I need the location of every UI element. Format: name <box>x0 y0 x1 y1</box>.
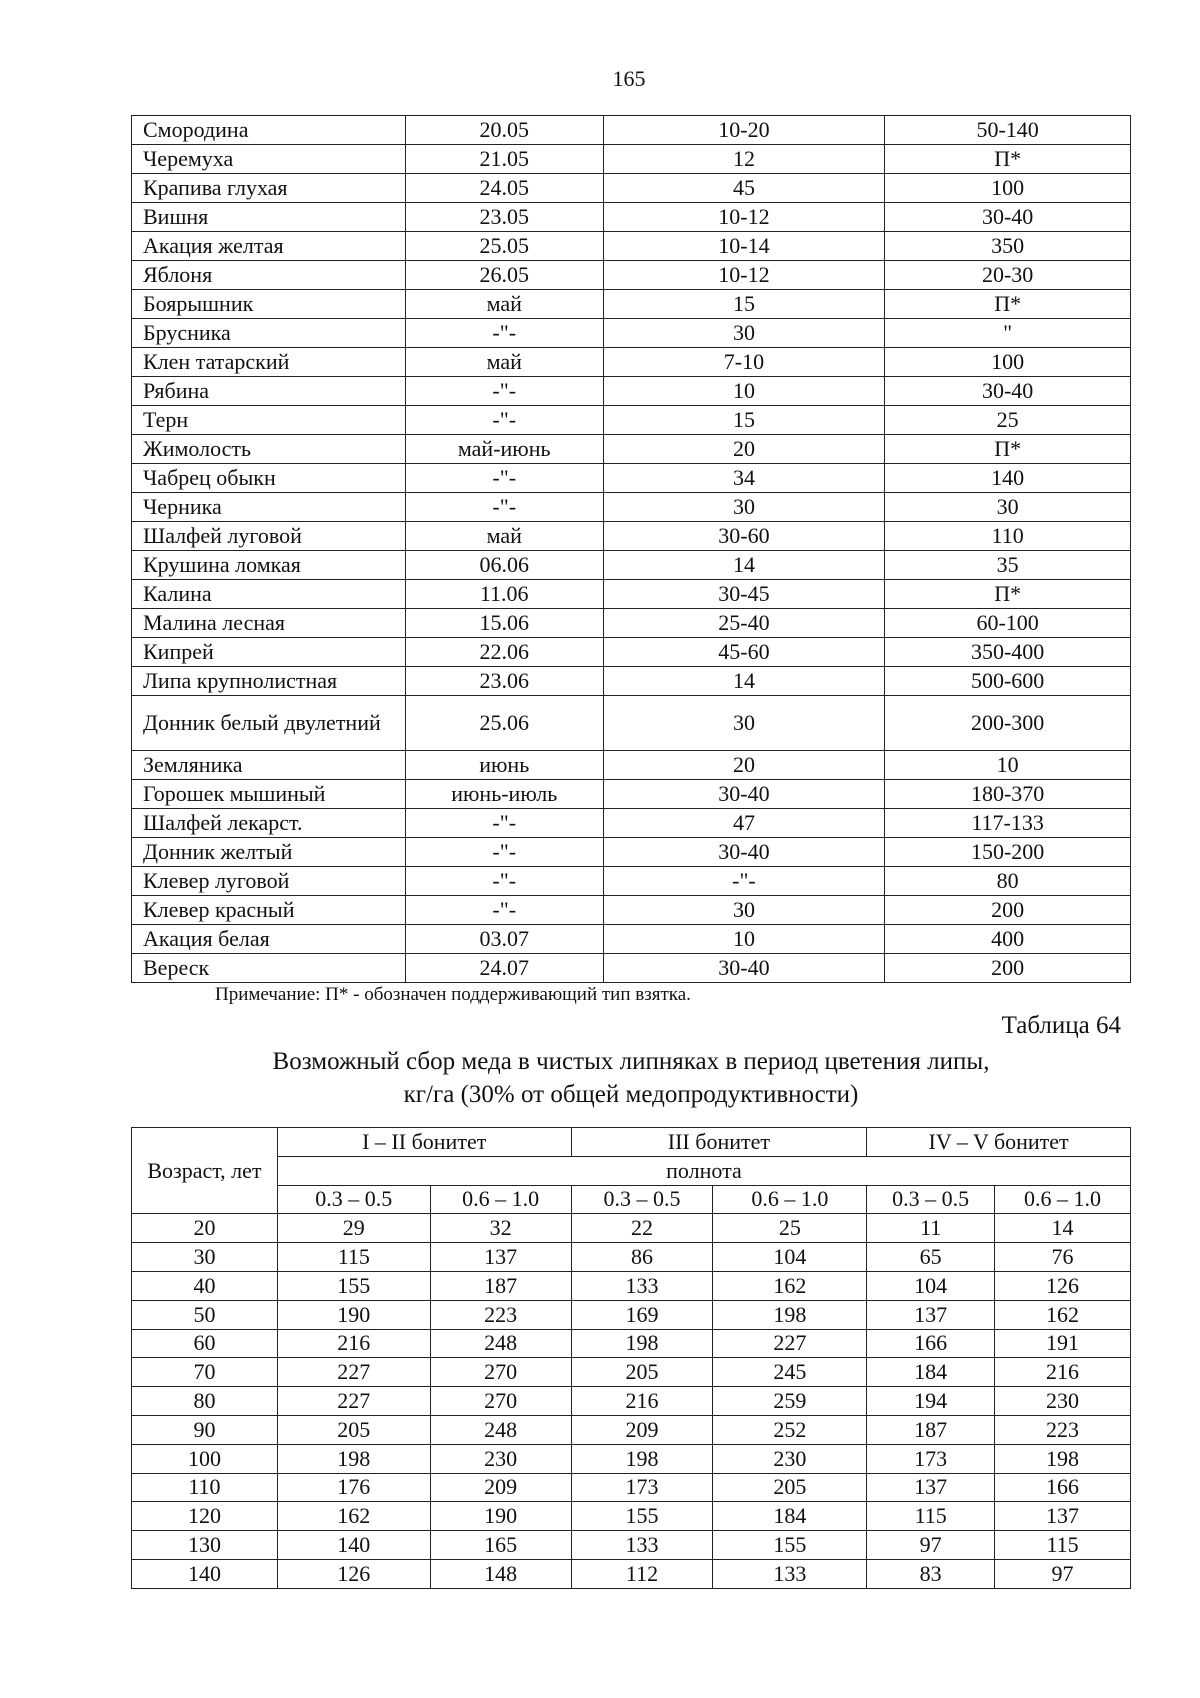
yield-cell: 205 <box>571 1358 713 1387</box>
yield-cell: 270 <box>430 1358 571 1387</box>
bloom-start-cell: 23.06 <box>405 667 603 696</box>
productivity-cell: 60-100 <box>885 609 1131 638</box>
age-cell: 50 <box>132 1300 278 1329</box>
bloom-start-cell: -"- <box>405 809 603 838</box>
table-row <box>132 1300 1131 1329</box>
productivity-cell: П* <box>885 290 1131 319</box>
bloom-start-cell: 15.06 <box>405 609 603 638</box>
productivity-cell: 10 <box>885 751 1131 780</box>
yield-cell: 32 <box>430 1214 571 1243</box>
yield-cell: 230 <box>430 1444 571 1473</box>
table-row <box>132 522 1131 551</box>
plant-name-cell: Горошек мышиный <box>132 780 406 809</box>
group-header-1: I – II бонитет <box>277 1128 571 1157</box>
yield-cell: 83 <box>867 1559 995 1588</box>
productivity-cell: П* <box>885 145 1131 174</box>
age-header: Возраст, лет <box>132 1128 278 1214</box>
range-header-5: 0.3 – 0.5 <box>867 1185 995 1214</box>
duration-cell: 14 <box>603 667 885 696</box>
page-number: 165 <box>612 66 646 91</box>
table-row <box>132 780 1131 809</box>
age-cell: 30 <box>132 1243 278 1272</box>
group-header-2: III бонитет <box>571 1128 867 1157</box>
productivity-cell: 150-200 <box>885 838 1131 867</box>
productivity-cell: 180-370 <box>885 780 1131 809</box>
table-row <box>132 1387 1131 1416</box>
plant-name-cell: Шалфей луговой <box>132 522 406 551</box>
plant-name-cell: Акация желтая <box>132 232 406 261</box>
yield-cell: 198 <box>277 1444 430 1473</box>
plant-name-cell: Вишня <box>132 203 406 232</box>
bloom-start-cell: май-июнь <box>405 435 603 464</box>
yield-cell: 155 <box>277 1271 430 1300</box>
productivity-cell: 110 <box>885 522 1131 551</box>
yield-cell: 248 <box>430 1329 571 1358</box>
table-row <box>132 435 1131 464</box>
yield-cell: 155 <box>713 1531 867 1560</box>
plant-name-cell: Донник белый двулетний <box>132 696 406 751</box>
yield-cell: 223 <box>995 1415 1131 1444</box>
duration-cell: 30-40 <box>603 838 885 867</box>
plant-name-cell: Липа крупнолистная <box>132 667 406 696</box>
bloom-start-cell: -"- <box>405 838 603 867</box>
table-row <box>132 145 1131 174</box>
table-row <box>132 1444 1131 1473</box>
yield-cell: 245 <box>713 1358 867 1387</box>
duration-cell: 7-10 <box>603 348 885 377</box>
productivity-cell: 117-133 <box>885 809 1131 838</box>
age-cell: 110 <box>132 1473 278 1502</box>
plant-name-cell: Жимолость <box>132 435 406 464</box>
plant-name-cell: Малина лесная <box>132 609 406 638</box>
yield-cell: 252 <box>713 1415 867 1444</box>
yield-cell: 29 <box>277 1214 430 1243</box>
productivity-cell: П* <box>885 435 1131 464</box>
yield-cell: 126 <box>277 1559 430 1588</box>
plant-name-cell: Вереск <box>132 954 406 983</box>
yield-cell: 270 <box>430 1387 571 1416</box>
bloom-start-cell: 21.05 <box>405 145 603 174</box>
table-row <box>132 203 1131 232</box>
table-row <box>132 1243 1131 1272</box>
table-note: Примечание: П* - обозначен поддерживающий тип взятка. <box>215 984 691 1005</box>
bloom-start-cell: май <box>405 522 603 551</box>
yield-cell: 126 <box>995 1271 1131 1300</box>
table-number: Таблица 64 <box>1001 1012 1121 1039</box>
table-row <box>132 1271 1131 1300</box>
productivity-cell: 35 <box>885 551 1131 580</box>
duration-cell: 25-40 <box>603 609 885 638</box>
bloom-start-cell: -"- <box>405 377 603 406</box>
yield-cell: 216 <box>277 1329 430 1358</box>
age-cell: 130 <box>132 1531 278 1560</box>
productivity-cell: 400 <box>885 925 1131 954</box>
plant-name-cell: Яблоня <box>132 261 406 290</box>
bloom-start-cell: 26.05 <box>405 261 603 290</box>
yield-cell: 184 <box>867 1358 995 1387</box>
range-header-1: 0.3 – 0.5 <box>277 1185 430 1214</box>
yield-cell: 14 <box>995 1214 1131 1243</box>
plant-name-cell: Кипрей <box>132 638 406 667</box>
productivity-cell: 200-300 <box>885 696 1131 751</box>
yield-cell: 205 <box>277 1415 430 1444</box>
range-header-6: 0.6 – 1.0 <box>995 1185 1131 1214</box>
bloom-start-cell: -"- <box>405 319 603 348</box>
age-cell: 100 <box>132 1444 278 1473</box>
bloom-start-cell: -"- <box>405 896 603 925</box>
yield-cell: 194 <box>867 1387 995 1416</box>
duration-cell: 47 <box>603 809 885 838</box>
yield-cell: 227 <box>277 1358 430 1387</box>
bloom-start-cell: июнь <box>405 751 603 780</box>
bloom-start-cell: -"- <box>405 867 603 896</box>
plant-name-cell: Клевер красный <box>132 896 406 925</box>
table-row <box>132 319 1131 348</box>
yield-cell: 176 <box>277 1473 430 1502</box>
table-row <box>132 377 1131 406</box>
yield-cell: 198 <box>995 1444 1131 1473</box>
productivity-cell: 20-30 <box>885 261 1131 290</box>
age-cell: 90 <box>132 1415 278 1444</box>
header-row-groups <box>132 1128 1131 1157</box>
bloom-start-cell: -"- <box>405 464 603 493</box>
table-row <box>132 696 1131 751</box>
productivity-cell: 350-400 <box>885 638 1131 667</box>
group-header-3: IV – V бонитет <box>867 1128 1131 1157</box>
yield-cell: 137 <box>995 1502 1131 1531</box>
bloom-start-cell: 23.05 <box>405 203 603 232</box>
yield-cell: 230 <box>713 1444 867 1473</box>
yield-cell: 162 <box>277 1502 430 1531</box>
yield-cell: 198 <box>713 1300 867 1329</box>
duration-cell: 30-40 <box>603 780 885 809</box>
yield-cell: 97 <box>867 1531 995 1560</box>
bloom-start-cell: 25.05 <box>405 232 603 261</box>
yield-cell: 104 <box>867 1271 995 1300</box>
plant-name-cell: Акация белая <box>132 925 406 954</box>
yield-cell: 209 <box>430 1473 571 1502</box>
yield-cell: 187 <box>867 1415 995 1444</box>
age-cell: 80 <box>132 1387 278 1416</box>
yield-cell: 184 <box>713 1502 867 1531</box>
productivity-cell: 200 <box>885 954 1131 983</box>
density-header: полнота <box>277 1156 1130 1185</box>
duration-cell: 30-45 <box>603 580 885 609</box>
table-row <box>132 580 1131 609</box>
table-caption-line-1: Возможный сбор меда в чистых липняках в период цветения липы, <box>272 1048 990 1075</box>
honey-plants-table <box>131 115 1131 983</box>
table-row <box>132 838 1131 867</box>
yield-cell: 25 <box>713 1214 867 1243</box>
duration-cell: 30-60 <box>603 522 885 551</box>
yield-cell: 223 <box>430 1300 571 1329</box>
yield-cell: 133 <box>713 1559 867 1588</box>
table-row <box>132 809 1131 838</box>
table-row <box>132 896 1131 925</box>
table-row <box>132 1531 1131 1560</box>
yield-cell: 148 <box>430 1559 571 1588</box>
yield-cell: 86 <box>571 1243 713 1272</box>
duration-cell: 10 <box>603 925 885 954</box>
yield-cell: 191 <box>995 1329 1131 1358</box>
duration-cell: 14 <box>603 551 885 580</box>
table-row <box>132 261 1131 290</box>
yield-cell: 173 <box>571 1473 713 1502</box>
bloom-start-cell: 06.06 <box>405 551 603 580</box>
yield-cell: 165 <box>430 1531 571 1560</box>
duration-cell: 10 <box>603 377 885 406</box>
duration-cell: 20 <box>603 435 885 464</box>
plant-name-cell: Донник желтый <box>132 838 406 867</box>
productivity-cell: " <box>885 319 1131 348</box>
table-row <box>132 1559 1131 1588</box>
plant-name-cell: Крапива глухая <box>132 174 406 203</box>
yield-cell: 198 <box>571 1329 713 1358</box>
table-row <box>132 609 1131 638</box>
duration-cell: 30 <box>603 319 885 348</box>
yield-cell: 133 <box>571 1531 713 1560</box>
productivity-cell: 30-40 <box>885 377 1131 406</box>
plant-name-cell: Калина <box>132 580 406 609</box>
duration-cell: 45 <box>603 174 885 203</box>
yield-cell: 162 <box>713 1271 867 1300</box>
duration-cell: -"- <box>603 867 885 896</box>
table-row <box>132 954 1131 983</box>
yield-cell: 187 <box>430 1271 571 1300</box>
table-row <box>132 667 1131 696</box>
table-row <box>132 493 1131 522</box>
duration-cell: 12 <box>603 145 885 174</box>
bloom-start-cell: 25.06 <box>405 696 603 751</box>
yield-cell: 169 <box>571 1300 713 1329</box>
bloom-start-cell: 24.07 <box>405 954 603 983</box>
plant-name-cell: Черника <box>132 493 406 522</box>
table-row <box>132 751 1131 780</box>
table-row <box>132 1415 1131 1444</box>
yield-cell: 190 <box>277 1300 430 1329</box>
yield-cell: 104 <box>713 1243 867 1272</box>
productivity-cell: 100 <box>885 174 1131 203</box>
yield-cell: 166 <box>995 1473 1131 1502</box>
bloom-start-cell: июнь-июль <box>405 780 603 809</box>
table-row <box>132 1358 1131 1387</box>
bloom-start-cell: 24.05 <box>405 174 603 203</box>
table-row <box>132 1329 1131 1358</box>
duration-cell: 30 <box>603 896 885 925</box>
plant-name-cell: Боярышник <box>132 290 406 319</box>
table-row <box>132 925 1131 954</box>
duration-cell: 20 <box>603 751 885 780</box>
honey-yield-table-body <box>132 1214 1131 1588</box>
bloom-start-cell: 03.07 <box>405 925 603 954</box>
productivity-cell: 25 <box>885 406 1131 435</box>
bloom-start-cell: май <box>405 348 603 377</box>
yield-cell: 173 <box>867 1444 995 1473</box>
yield-cell: 216 <box>995 1358 1131 1387</box>
yield-cell: 97 <box>995 1559 1131 1588</box>
yield-cell: 137 <box>867 1300 995 1329</box>
yield-cell: 22 <box>571 1214 713 1243</box>
honey-plants-table-body <box>132 116 1131 983</box>
duration-cell: 30 <box>603 696 885 751</box>
table-row <box>132 348 1131 377</box>
yield-cell: 248 <box>430 1415 571 1444</box>
table-caption-line-2: кг/га (30% от общей медопродуктивности) <box>403 1081 859 1108</box>
plant-name-cell: Брусника <box>132 319 406 348</box>
yield-cell: 76 <box>995 1243 1131 1272</box>
table-row <box>132 1502 1131 1531</box>
yield-cell: 155 <box>571 1502 713 1531</box>
plant-name-cell: Клен татарский <box>132 348 406 377</box>
table-row <box>132 867 1131 896</box>
yield-cell: 259 <box>713 1387 867 1416</box>
plant-name-cell: Шалфей лекарст. <box>132 809 406 838</box>
yield-cell: 137 <box>430 1243 571 1272</box>
table-row <box>132 174 1131 203</box>
age-cell: 60 <box>132 1329 278 1358</box>
table-row <box>132 116 1131 145</box>
plant-name-cell: Чабрец обыкн <box>132 464 406 493</box>
bloom-start-cell: май <box>405 290 603 319</box>
yield-cell: 198 <box>571 1444 713 1473</box>
duration-cell: 15 <box>603 290 885 319</box>
plant-name-cell: Черемуха <box>132 145 406 174</box>
plant-name-cell: Смородина <box>132 116 406 145</box>
range-header-3: 0.3 – 0.5 <box>571 1185 713 1214</box>
productivity-cell: 100 <box>885 348 1131 377</box>
plant-name-cell: Терн <box>132 406 406 435</box>
duration-cell: 45-60 <box>603 638 885 667</box>
header-row-density <box>132 1156 1131 1185</box>
bloom-start-cell: 11.06 <box>405 580 603 609</box>
duration-cell: 15 <box>603 406 885 435</box>
yield-cell: 227 <box>713 1329 867 1358</box>
yield-cell: 227 <box>277 1387 430 1416</box>
duration-cell: 30 <box>603 493 885 522</box>
productivity-cell: 200 <box>885 896 1131 925</box>
yield-cell: 112 <box>571 1559 713 1588</box>
plant-name-cell: Крушина ломкая <box>132 551 406 580</box>
duration-cell: 34 <box>603 464 885 493</box>
productivity-cell: 30 <box>885 493 1131 522</box>
yield-cell: 209 <box>571 1415 713 1444</box>
yield-cell: 162 <box>995 1300 1131 1329</box>
yield-cell: 133 <box>571 1271 713 1300</box>
productivity-cell: 500-600 <box>885 667 1131 696</box>
yield-cell: 11 <box>867 1214 995 1243</box>
duration-cell: 10-20 <box>603 116 885 145</box>
yield-cell: 205 <box>713 1473 867 1502</box>
yield-cell: 166 <box>867 1329 995 1358</box>
table-row <box>132 406 1131 435</box>
age-cell: 120 <box>132 1502 278 1531</box>
table-caption <box>131 1045 1131 1111</box>
table-row <box>132 1473 1131 1502</box>
yield-cell: 140 <box>277 1531 430 1560</box>
table-row <box>132 290 1131 319</box>
bloom-start-cell: 22.06 <box>405 638 603 667</box>
productivity-cell: 30-40 <box>885 203 1131 232</box>
honey-yield-table <box>131 1127 1131 1589</box>
age-cell: 70 <box>132 1358 278 1387</box>
bloom-start-cell: 20.05 <box>405 116 603 145</box>
table-row <box>132 638 1131 667</box>
table-row <box>132 464 1131 493</box>
yield-cell: 65 <box>867 1243 995 1272</box>
duration-cell: 10-12 <box>603 261 885 290</box>
duration-cell: 10-14 <box>603 232 885 261</box>
bloom-start-cell: -"- <box>405 493 603 522</box>
header-row-ranges <box>132 1185 1131 1214</box>
bloom-start-cell: -"- <box>405 406 603 435</box>
yield-cell: 115 <box>867 1502 995 1531</box>
yield-cell: 115 <box>277 1243 430 1272</box>
yield-cell: 137 <box>867 1473 995 1502</box>
table-row <box>132 232 1131 261</box>
table-row <box>132 551 1131 580</box>
honey-yield-table-header <box>132 1128 1131 1214</box>
age-cell: 20 <box>132 1214 278 1243</box>
productivity-cell: П* <box>885 580 1131 609</box>
age-cell: 40 <box>132 1271 278 1300</box>
plant-name-cell: Рябина <box>132 377 406 406</box>
yield-cell: 216 <box>571 1387 713 1416</box>
yield-cell: 115 <box>995 1531 1131 1560</box>
yield-cell: 190 <box>430 1502 571 1531</box>
range-header-2: 0.6 – 1.0 <box>430 1185 571 1214</box>
plant-name-cell: Клевер луговой <box>132 867 406 896</box>
plant-name-cell: Земляника <box>132 751 406 780</box>
table-row <box>132 1214 1131 1243</box>
duration-cell: 10-12 <box>603 203 885 232</box>
duration-cell: 30-40 <box>603 954 885 983</box>
age-cell: 140 <box>132 1559 278 1588</box>
productivity-cell: 350 <box>885 232 1131 261</box>
productivity-cell: 80 <box>885 867 1131 896</box>
yield-cell: 230 <box>995 1387 1131 1416</box>
range-header-4: 0.6 – 1.0 <box>713 1185 867 1214</box>
productivity-cell: 140 <box>885 464 1131 493</box>
productivity-cell: 50-140 <box>885 116 1131 145</box>
